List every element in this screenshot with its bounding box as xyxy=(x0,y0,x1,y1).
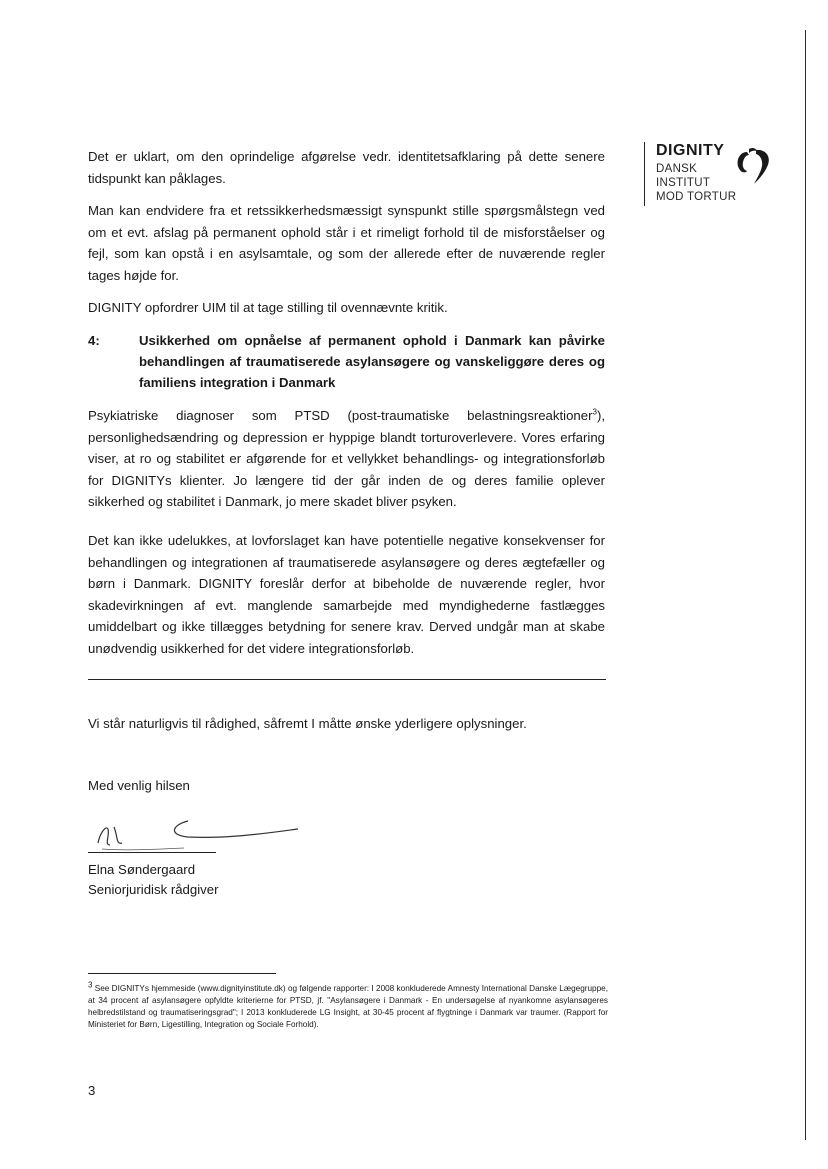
logo-divider xyxy=(644,142,645,206)
footnote xyxy=(88,980,608,1031)
footnote-divider xyxy=(88,973,276,974)
logo-line-2: INSTITUT xyxy=(656,177,711,189)
paragraph-diagnoses-part-2: ), personlighedsændring og depression er hyppige blandt torturoverlevere. Vores erfaring viser, at ro og stabilitet er afgørende for et vellykket behandlings- og integrationsforløb for DIGNITYs klienter. Jo længere tid der går inden de og deres familie oplever sikkerhed og stabilitet i Danmark, jo mere skadet bliver psyken. xyxy=(88,408,605,509)
logo-line-3: MOD TORTUR xyxy=(656,191,737,203)
closing-greeting: Med venlig hilsen xyxy=(88,778,190,793)
logo-name: DIGNITY xyxy=(656,142,725,159)
paragraph-request: DIGNITY opfordrer UIM til at tage stilling til ovennævnte kritik. xyxy=(88,300,448,315)
dignity-logo xyxy=(644,142,784,208)
page-number: 3 xyxy=(88,1083,96,1098)
paragraph-diagnoses xyxy=(88,405,605,513)
paragraph-legal-concern: Man kan endvidere fra et retssikkerhedsmæssigt synspunkt stille spørgsmålstegn ved om et evt. afslag på permanent ophold står i et rimeligt forhold til de misforståelser og fejl, som kan opstå i en asylsamtale, og som der allerede efter de nuværende regler tages højde for. xyxy=(88,203,605,283)
section-heading: Usikkerhed om opnåelse af permanent ophold i Danmark kan påvirke behandlingen af traumatiserede asylansøgere og vanskeliggøre deres og familiens integration i Danmark xyxy=(139,333,605,390)
paragraph-appeal-unclear: Det er uklart, om den oprindelige afgørelse vedr. identitetsafklaring på dette senere tidspunkt kan påklages. xyxy=(88,149,605,186)
footnote-marker: 3 xyxy=(88,980,93,990)
page-edge-line xyxy=(805,30,806,1140)
paragraph-availability: Vi står naturligvis til rådighed, såfremt I måtte ønske yderligere oplysninger. xyxy=(88,716,527,731)
signature-line xyxy=(88,852,216,853)
handwritten-signature xyxy=(88,815,308,855)
footnote-text: See DIGNITYs hjemmeside (www.dignityinstitute.dk) og følgende rapporter: I 2008 konkluderede Amnesty International Danske Lægegruppe, at 34 procent af asylansøgere opfyldte kriterierne for PTSD, jf. "Asylansøgere i Danmark - En undersøgelse af nyankomne asylansøgeres helbredstilstand og traumatiseringsgrad"; I 2013 konkluderede LG Insight, at 30-45 procent af flygtninge i Danmark var traumer. (Rapport for Ministeriet for Børn, Ligestilling, Integration og Sociale Forhold). xyxy=(88,984,608,1029)
dignity-mark-icon xyxy=(730,142,776,188)
paragraph-diagnoses-part-1: Psykiatriske diagnoser som PTSD (post-traumatiske belastningsreaktioner xyxy=(88,408,593,423)
section-divider xyxy=(88,679,606,680)
paragraph-consequences: Det kan ikke udelukkes, at lovforslaget kan have potentielle negative konsekvenser for behandlingen og integrationen af traumatiserede asylansøgere og deres ægtefæller og børn i Danmark. DIGNITY foreslår derfor at bibeholde de nuværende regler, hvor skadevirkningen af evt. manglende samarbejde med myndighederne fastlægges umiddelbart og ikke tillægges betydning for senere krav. Derved undgår man at skabe unødvendig usikkerhed for det videre integrationsforløb. xyxy=(88,533,605,656)
footnote-reference: 3 xyxy=(592,407,597,417)
signatory-name: Elna Søndergaard xyxy=(88,862,196,877)
signatory-title: Seniorjuridisk rådgiver xyxy=(88,882,219,897)
logo-line-1: DANSK xyxy=(656,163,698,175)
section-number: 4: xyxy=(88,333,100,348)
